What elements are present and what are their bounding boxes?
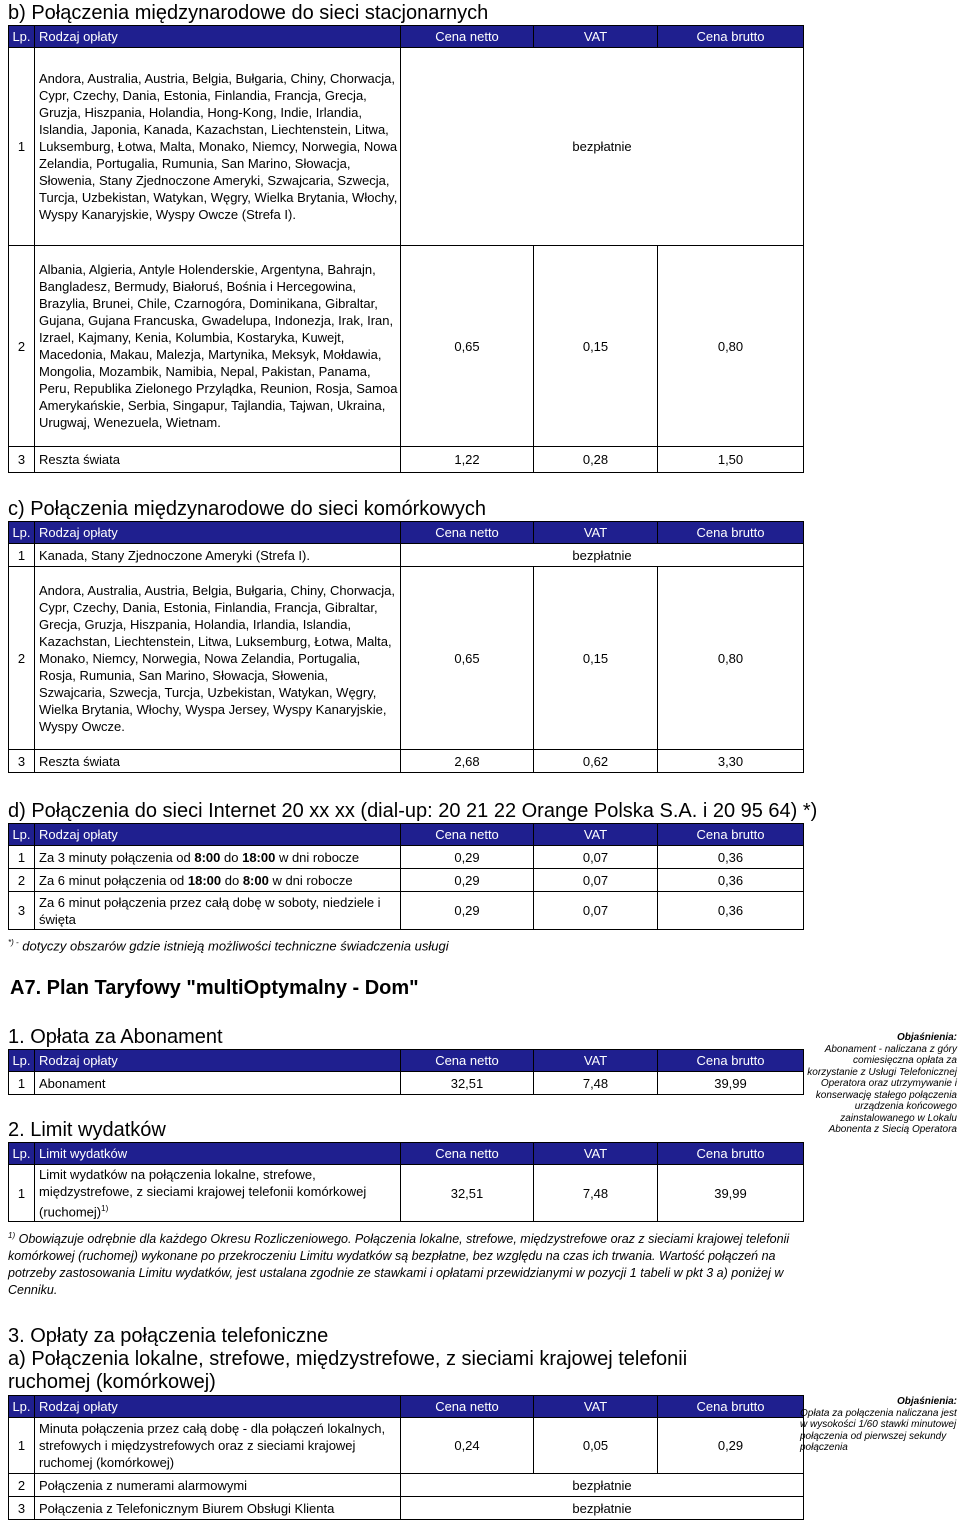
- row-name-pre: Za 6 minut połączenia od: [39, 872, 188, 888]
- table-header: [9, 824, 804, 846]
- row-merged-price: bezpłatnie: [401, 1474, 804, 1497]
- header-brutto: Cena brutto: [658, 522, 804, 544]
- table-header: [9, 1143, 804, 1165]
- side-note-title: Objaśnienia:: [896, 1032, 957, 1043]
- header-rodzaj: Rodzaj opłaty: [35, 824, 401, 846]
- row-vat: 7,48: [534, 1072, 658, 1095]
- row-lp: 3: [9, 892, 35, 930]
- header-brutto: Cena brutto: [658, 824, 804, 846]
- side-note-text: Opłata za połączenia naliczana jest w wysokości 1/60 stawki minutowej połączenia od pierwszej sekundy połączenia: [800, 1407, 957, 1453]
- header-netto: Cena netto: [401, 824, 534, 846]
- header-lp: Lp.: [9, 1143, 35, 1165]
- row-netto: 0,29: [401, 846, 534, 869]
- table-header: [9, 522, 804, 544]
- row-lp: 1: [9, 1072, 35, 1095]
- table-row: [9, 447, 804, 473]
- header-netto: Cena netto: [401, 1396, 534, 1418]
- header-vat: VAT: [534, 824, 658, 846]
- row-time-to: 8:00: [242, 872, 269, 888]
- row-name-pre: Za 3 minuty połączenia od: [39, 849, 195, 865]
- row-name: Połączenia z Telefonicznym Biurem Obsługi Klienta: [35, 1497, 401, 1520]
- row-brutto: 0,80: [658, 567, 804, 750]
- footnote-text: dotyczy obszarów gdzie istnieją możliwości techniczne świadczenia usługi: [18, 938, 449, 954]
- header-vat: VAT: [534, 26, 658, 48]
- side-note-abonament: [800, 1032, 957, 1136]
- header-brutto: Cena brutto: [658, 1396, 804, 1418]
- row-vat: 0,07: [534, 869, 658, 892]
- header-vat: VAT: [534, 1396, 658, 1418]
- table-row: [9, 892, 804, 930]
- table-polaczenia: [8, 1395, 804, 1520]
- header-rodzaj: Rodzaj opłaty: [35, 1050, 401, 1072]
- header-lp: Lp.: [9, 824, 35, 846]
- row-name: Za 6 minut połączenia przez całą dobę w soboty, niedziele i święta: [35, 892, 401, 930]
- table-row: [9, 1418, 804, 1474]
- row-vat: 0,05: [534, 1418, 658, 1474]
- header-brutto: Cena brutto: [658, 26, 804, 48]
- header-brutto: Cena brutto: [658, 1143, 804, 1165]
- row-merged-price: bezpłatnie: [401, 544, 804, 567]
- section-b-title: b) Połączenia międzynarodowe do sieci stacjonarnych: [8, 2, 489, 24]
- section-3-title: 3. Opłaty za połączenia telefoniczne: [8, 1325, 329, 1347]
- footnote-mark: *) -: [8, 938, 19, 947]
- header-rodzaj: Rodzaj opłaty: [35, 522, 401, 544]
- header-rodzaj: Rodzaj opłaty: [35, 26, 401, 48]
- row-vat: 7,48: [534, 1165, 658, 1222]
- table-header: [9, 1050, 804, 1072]
- row-brutto: 3,30: [658, 750, 804, 773]
- row-name: Minuta połączenia przez całą dobę - dla połączeń lokalnych, strefowych i międzystrefowych oraz z sieciami krajowej ruchomej (komórkowej): [35, 1418, 401, 1474]
- row-name: Reszta świata: [35, 750, 401, 773]
- row-footnote-ref: 1): [101, 1203, 109, 1213]
- section-3-subtitle: a) Połączenia lokalne, strefowe, międzystrefowe, z sieciami krajowej telefonii ruchomej (komórkowej): [8, 1348, 688, 1393]
- row-brutto: 0,80: [658, 246, 804, 447]
- row-brutto: 0,36: [658, 869, 804, 892]
- plan-title: A7. Plan Taryfowy "multiOptymalny - Dom": [10, 977, 419, 999]
- table-limit: [8, 1142, 804, 1222]
- section-1-title: 1. Opłata za Abonament: [8, 1026, 223, 1048]
- footnote-text: Obowiązuje odrębnie dla każdego Okresu Rozliczeniowego. Połączenia lokalne, strefowe, międzystrefowe oraz z sieciami krajowej telefonii komórkowej (ruchomej) wykonane po przekroczeniu Limitu wydatków są bezpłatne, bez względu na czas ich trwania. Wartość połączeń na potrzeby zastosowania Limitu wydatków, jest ustalana zgodnie ze stawkami i opłatami przewidzianymi w pozycji 1 tabeli w pkt 3 a) poniżej w Cenniku.: [8, 1232, 790, 1298]
- row-lp: 1: [9, 1165, 35, 1222]
- row-name-mid: do: [221, 872, 243, 888]
- row-name-post: w dni robocze: [275, 849, 360, 865]
- row-netto: 32,51: [401, 1165, 534, 1222]
- row-name: Andora, Australia, Austria, Belgia, Bułgaria, Chiny, Chorwacja, Cypr, Czechy, Dania, Estonia, Finlandia, Francja, Gibraltar, Grecja, Gruzja, Hiszpania, Holandia, Irlandia, Islandia, Kazachstan, Liechtenstein, Litwa, Luksemburg, Łotwa, Malta, Monako, Niemcy, Norwegia, Nowa Zelandia, Portugalia, Rosja, Rumunia, San Marino, Słowacja, Słowenia, Szwajcaria, Szwecja, Turcja, Uzbekistan, Watykan, Węgry, Wielka Brytania, Włochy, Wyspa Jersey, Wyspy Kanaryjskie, Wyspy Owcze.: [35, 567, 401, 750]
- row-name: Reszta świata: [35, 447, 401, 473]
- header-lp: Lp.: [9, 522, 35, 544]
- row-brutto: 1,50: [658, 447, 804, 473]
- table-abonament: [8, 1049, 804, 1095]
- row-lp: 2: [9, 869, 35, 892]
- header-vat: VAT: [534, 1050, 658, 1072]
- row-netto: 0,29: [401, 869, 534, 892]
- section-2-footnote: [8, 1227, 794, 1299]
- footnote-mark: 1): [8, 1231, 16, 1240]
- section-d-title: d) Połączenia do sieci Internet 20 xx xx (dial-up: 20 21 22 Orange Polska S.A. i 20 95 64) *): [8, 800, 818, 822]
- table-header: [9, 1396, 804, 1418]
- row-vat: 0,07: [534, 846, 658, 869]
- side-note-title: Objaśnienia:: [896, 1396, 957, 1407]
- row-brutto: 39,99: [658, 1072, 804, 1095]
- header-netto: Cena netto: [401, 522, 534, 544]
- row-vat: 0,15: [534, 246, 658, 447]
- row-lp: 3: [9, 1497, 35, 1520]
- row-name: Andora, Australia, Austria, Belgia, Bułgaria, Chiny, Chorwacja, Cypr, Czechy, Dania, Estonia, Finlandia, Francja, Grecja, Gruzja, Hiszpania, Holandia, Hong-Kong, Indie, Irlandia, Islandia, Japonia, Kanada, Kazachstan, Liechtenstein, Litwa, Luksemburg, Łotwa, Malta, Monako, Niemcy, Norwegia, Nowa Zelandia, Portugalia, Rumunia, San Marino, Słowacja, Słowenia, Stany Zjednoczone Ameryki, Szwajcaria, Szwecja, Turcja, Uzbekistan, Watykan, Węgry, Wielka Brytania, Włochy, Wyspy Kanaryjskie, Wyspy Owcze (Strefa I).: [35, 48, 401, 246]
- section-d-footnote: [8, 934, 449, 954]
- section-c-title: c) Połączenia międzynarodowe do sieci komórkowych: [8, 498, 486, 520]
- row-lp: 1: [9, 48, 35, 246]
- table-row: [9, 246, 804, 447]
- table-row: [9, 1497, 804, 1520]
- table-row: [9, 846, 804, 869]
- table-row: [9, 567, 804, 750]
- row-vat: 0,62: [534, 750, 658, 773]
- table-row: [9, 750, 804, 773]
- row-merged-price: bezpłatnie: [401, 1497, 804, 1520]
- table-row: [9, 48, 804, 246]
- row-brutto: 0,36: [658, 846, 804, 869]
- row-lp: 1: [9, 1418, 35, 1474]
- header-vat: VAT: [534, 522, 658, 544]
- header-lp: Lp.: [9, 26, 35, 48]
- row-brutto: 0,29: [658, 1418, 804, 1474]
- row-name-mid: do: [220, 849, 243, 865]
- row-netto: 0,65: [401, 567, 534, 750]
- side-note-polaczenia: [800, 1396, 957, 1454]
- row-merged-price: bezpłatnie: [401, 48, 804, 246]
- row-vat: 0,15: [534, 567, 658, 750]
- header-lp: Lp.: [9, 1050, 35, 1072]
- section-2-title: 2. Limit wydatków: [8, 1119, 166, 1141]
- header-brutto: Cena brutto: [658, 1050, 804, 1072]
- row-vat: 0,07: [534, 892, 658, 930]
- row-brutto: 0,36: [658, 892, 804, 930]
- row-time-from: 8:00: [194, 849, 221, 865]
- row-name: [35, 1165, 401, 1222]
- side-note-text: Abonament - naliczana z góry comiesięczna opłata za korzystanie z Usługi Telefonicznej Operatora oraz utrzymywanie i konserwację stałego połączenia urządzenia końcowego zainstalowanego w Lokalu Abonenta z Siecią Operatora: [807, 1043, 957, 1135]
- row-name: [35, 846, 401, 869]
- row-netto: 0,24: [401, 1418, 534, 1474]
- table-row: [9, 1165, 804, 1222]
- row-netto: 2,68: [401, 750, 534, 773]
- row-name: Kanada, Stany Zjednoczone Ameryki (Strefa I).: [35, 544, 401, 567]
- row-time-from: 18:00: [187, 872, 222, 888]
- table-row: [9, 1072, 804, 1095]
- row-lp: 3: [9, 447, 35, 473]
- row-name-text: Limit wydatków na połączenia lokalne, strefowe, międzystrefowe, z sieciami krajowej telefonii komórkowej (ruchomej): [39, 1166, 367, 1220]
- row-lp: 3: [9, 750, 35, 773]
- row-name: Albania, Algieria, Antyle Holenderskie, Argentyna, Bahrajn, Bangladesz, Bermudy, Białoruś, Bośnia i Hercegowina, Brazylia, Brunei, Chile, Czarnogóra, Dominikana, Gibraltar, Gujana, Gujana Francuska, Gwadelupa, Indonezja, Irak, Iran, Izrael, Kajmany, Kenia, Kolumbia, Kostaryka, Kuwejt, Macedonia, Makau, Malezja, Martynika, Meksyk, Mołdawia, Mongolia, Mozambik, Namibia, Nepal, Pakistan, Panama, Peru, Republika Zielonego Przylądka, Reunion, Rosja, Samoa Amerykańskie, Serbia, Singapur, Tajlandia, Tajwan, Ukraina, Urugwaj, Wenezuela, Wietnam.: [35, 246, 401, 447]
- row-lp: 2: [9, 1474, 35, 1497]
- row-lp: 2: [9, 246, 35, 447]
- row-vat: 0,28: [534, 447, 658, 473]
- row-netto: 32,51: [401, 1072, 534, 1095]
- row-name: [35, 869, 401, 892]
- row-time-to: 18:00: [242, 849, 276, 865]
- table-row: [9, 869, 804, 892]
- row-netto: 0,29: [401, 892, 534, 930]
- header-limit: Limit wydatków: [35, 1143, 401, 1165]
- header-lp: Lp.: [9, 1396, 35, 1418]
- row-name-post: w dni robocze: [268, 872, 353, 888]
- table-b: [8, 25, 804, 473]
- header-netto: Cena netto: [401, 1143, 534, 1165]
- table-c: [8, 521, 804, 773]
- table-row: [9, 544, 804, 567]
- table-header: [9, 26, 804, 48]
- row-name: Abonament: [35, 1072, 401, 1095]
- row-brutto: 39,99: [658, 1165, 804, 1222]
- header-netto: Cena netto: [401, 26, 534, 48]
- row-lp: 2: [9, 567, 35, 750]
- table-d: [8, 823, 804, 930]
- header-netto: Cena netto: [401, 1050, 534, 1072]
- row-netto: 1,22: [401, 447, 534, 473]
- row-lp: 1: [9, 544, 35, 567]
- row-name: Połączenia z numerami alarmowymi: [35, 1474, 401, 1497]
- row-netto: 0,65: [401, 246, 534, 447]
- header-rodzaj: Rodzaj opłaty: [35, 1396, 401, 1418]
- table-row: [9, 1474, 804, 1497]
- row-lp: 1: [9, 846, 35, 869]
- header-vat: VAT: [534, 1143, 658, 1165]
